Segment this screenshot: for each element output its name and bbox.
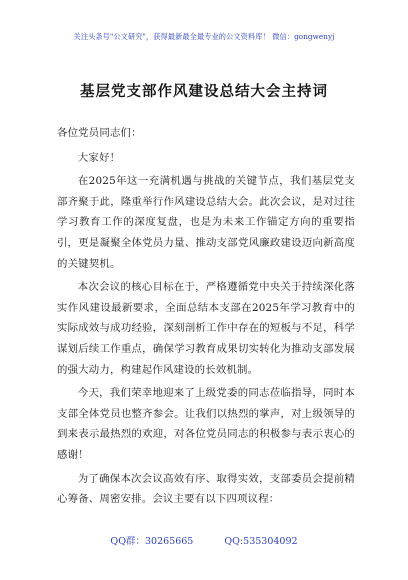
footer-qq: QQ:535304092 xyxy=(224,536,298,547)
document-title: 基层党支部作风建设总结大会主持词 xyxy=(80,83,328,100)
header-promo-note: 关注头条号"公文研究"，获得最新最全最专业的公文资料库！ 微信：gongwenyj xyxy=(73,32,335,41)
salutation: 各位党员同志们： xyxy=(57,127,142,139)
paragraph-greeting: 大家好！ xyxy=(77,151,121,164)
footer-qq-group: QQ群：30265665 xyxy=(110,536,194,547)
footer-contact xyxy=(0,533,408,547)
paragraph-agenda-intro: 为了确保本次会议高效有序、取得实效，支部委员会提前精心筹备、周密安排。会议主要有以下四项议程： xyxy=(57,472,355,506)
document-body xyxy=(57,123,355,513)
paragraph-welcome: 今天，我们荣幸地迎来了上级党委的同志莅临指导，同时本支部全体党员也整齐参会。让我们以热烈的掌声，对上级领导的到来表示最热烈的欢迎，对各位党员同志的积极参与表示衷心的感谢！ xyxy=(57,387,355,461)
paragraph-goals: 本次会议的核心目标在于，严格遵循党中央关于持续深化落实作风建设最新要求，全面总结本支部在2025年学习教育中的实际成效与成功经验，深刻剖析工作中存在的短板与不足，科学谋划后续工作重点，确保学习教育成果切实转化为推动支部发展的强大动力，构建起作风建设的长效机制。 xyxy=(57,281,355,376)
paragraph-opening: 在2025年这一充满机遇与挑战的关键节点，我们基层党支部齐聚于此，隆重举行作风建设总结大会。此次会议，是对过往学习教育工作的深度复盘，也是为未来工作锚定方向的重要指引，更是凝聚全体党员力量、推动支部党风廉政建设迈向新高度的关键契机。 xyxy=(57,175,355,270)
